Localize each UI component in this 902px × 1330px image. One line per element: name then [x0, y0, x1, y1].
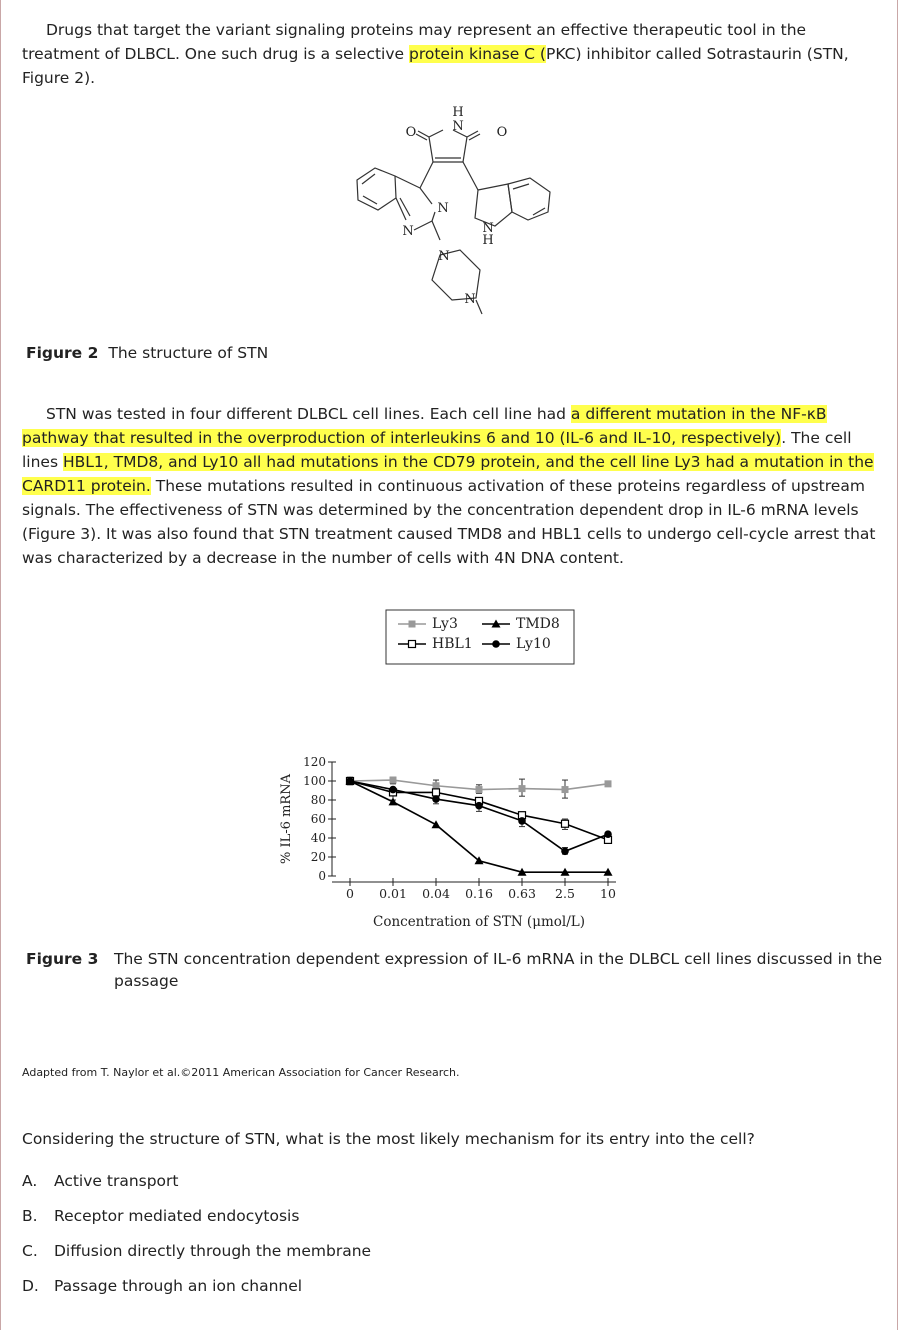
passage-highlight-1: a different mutation in the NF-κB pathway that resulted in the overproduction of interleukins 6 and 10 (IL-6 and IL-10, respectively) — [22, 405, 827, 447]
answer-choices — [22, 1172, 371, 1312]
atom-n-quinazoline-1: N — [437, 201, 449, 216]
choice-a[interactable] — [22, 1172, 371, 1207]
source-credit: Adapted from T. Naylor et al.©2011 American Association for Cancer Research. — [22, 1066, 460, 1079]
figure-3-chart — [270, 604, 630, 938]
choice-letter: D. — [22, 1277, 39, 1295]
x-tick-label: 10 — [600, 886, 616, 901]
y-tick-label: 60 — [310, 812, 326, 826]
y-tick-label: 120 — [303, 755, 326, 769]
choice-text: Passage through an ion channel — [54, 1277, 303, 1295]
choice-text: Diffusion directly through the membrane — [54, 1242, 372, 1260]
legend-marker — [492, 640, 500, 648]
data-point-hbl1 — [433, 789, 440, 796]
passage-paragraph — [22, 402, 884, 570]
y-tick-label: 40 — [310, 831, 326, 845]
intro-highlight: protein kinase C ( — [409, 45, 546, 63]
choice-text: Active transport — [54, 1172, 179, 1190]
data-point-ly3 — [605, 780, 612, 787]
figure-2-text: The structure of STN — [108, 344, 269, 362]
x-tick-label: 0.04 — [422, 886, 450, 901]
y-axis-label: % IL-6 mRNA — [279, 774, 294, 864]
data-point-ly10 — [561, 848, 569, 856]
intro-paragraph — [22, 18, 884, 90]
data-point-ly10 — [518, 817, 526, 825]
x-axis-label: Concentration of STN (μmol/L) — [372, 914, 586, 930]
legend-label: Ly3 — [432, 616, 458, 632]
atom-n-quinazoline-2: N — [402, 224, 414, 239]
x-tick-label: 0.01 — [379, 886, 407, 901]
atom-n-indole: N — [482, 221, 494, 236]
legend-label: TMD8 — [516, 616, 560, 632]
data-point-ly3 — [390, 777, 397, 784]
x-tick-label: 0 — [346, 886, 354, 901]
atom-n-piperazine-1: N — [438, 249, 450, 264]
data-point-ly3 — [433, 782, 440, 789]
y-tick-label: 80 — [310, 793, 326, 807]
data-point-ly10 — [389, 786, 397, 794]
passage-text-3: These mutations resulted in continuous activation of these proteins regardless of upstream signals. The effectiveness of STN was determined by the concentration dependent drop in IL-6 mRNA levels (Figure 3). It was also found that STN treatment caused TMD8 and HBL1 cells to undergo cell-cycle arrest that was characterized by a decrease in the number of cells with 4N DNA content. — [22, 477, 876, 567]
y-tick-label: 20 — [310, 850, 326, 864]
x-tick-label: 0.63 — [508, 886, 536, 901]
atom-h-top: H — [452, 105, 464, 120]
y-tick-label: 0 — [318, 869, 326, 883]
intro-text-1: Drugs that target the variant signaling proteins may represent an effective therapeutic tool in the treatment of DLBCL. One such drug is a selective — [22, 21, 807, 63]
data-point-ly10 — [432, 795, 440, 803]
data-point-ly10 — [604, 830, 612, 838]
figure-2-caption — [26, 342, 268, 364]
atom-o-left: O — [405, 125, 417, 140]
figure-2-label: Figure 2 — [26, 344, 99, 362]
data-point-ly3 — [562, 786, 569, 793]
question-text: Considering the structure of STN, what is the most likely mechanism for its entry into the cell? — [22, 1130, 755, 1148]
y-tick-label: 100 — [303, 774, 326, 788]
atom-h-indole: H — [482, 233, 494, 248]
legend-marker — [409, 641, 416, 648]
passage-highlight-2: HBL1, TMD8, and Ly10 all had mutations in the CD79 protein, and the cell line Ly3 had a mutation in the CARD11 protein. — [22, 453, 874, 495]
choice-letter: B. — [22, 1207, 38, 1225]
atom-n-top: N — [452, 119, 464, 134]
x-tick-label: 0.16 — [465, 886, 493, 901]
intro-text-2: PKC) inhibitor called Sotrastaurin (STN, Figure 2). — [22, 45, 849, 87]
data-point-tmd8 — [432, 820, 441, 828]
figure-3-label: Figure 3 — [26, 950, 99, 968]
passage-text-1: STN was tested in four different DLBCL cell lines. Each cell line had — [46, 405, 571, 423]
stn-structure — [340, 100, 570, 325]
data-point-ly3 — [519, 785, 526, 792]
figure-3-caption — [26, 948, 886, 992]
legend-label: Ly10 — [516, 636, 551, 652]
data-point-hbl1 — [562, 820, 569, 827]
passage-text-2: . The cell lines — [22, 429, 852, 471]
atom-n-piperazine-2: N — [464, 292, 476, 307]
choice-text: Receptor mediated endocytosis — [54, 1207, 300, 1225]
choice-letter: C. — [22, 1242, 38, 1260]
figure-3-text: The STN concentration dependent expression of IL-6 mRNA in the DLBCL cell lines discussed in the passage — [114, 950, 883, 990]
data-point-tmd8 — [389, 797, 398, 805]
atom-o-right: O — [496, 125, 508, 140]
data-point-ly10 — [346, 777, 354, 785]
choice-letter: A. — [22, 1172, 38, 1190]
data-point-ly10 — [475, 802, 483, 810]
choice-b[interactable] — [22, 1207, 371, 1242]
legend-marker — [409, 621, 416, 628]
data-point-ly3 — [476, 786, 483, 793]
x-tick-label: 2.5 — [555, 886, 575, 901]
choice-d[interactable] — [22, 1277, 371, 1312]
choice-c[interactable] — [22, 1242, 371, 1277]
legend-label: HBL1 — [432, 636, 473, 652]
